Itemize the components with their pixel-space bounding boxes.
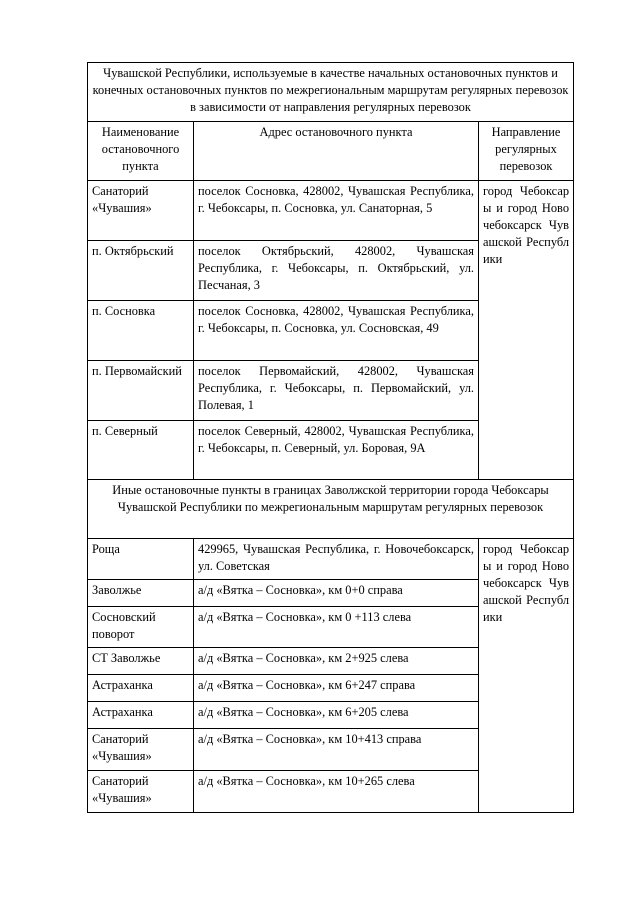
- stop-address: а/д «Вятка – Сосновка», км 0 +113 слева: [194, 607, 479, 648]
- stop-address: поселок Сосновка, 428002, Чувашская Республика, г. Чебоксары, п. Сосновка, ул. Сосновская, 49: [194, 301, 479, 361]
- stop-address: а/д «Вятка – Сосновка», км 6+247 справа: [194, 675, 479, 702]
- section-heading: Чувашской Республики, используемые в качестве начальных остановочных пунктов и конечных остановочных пунктов по межрегиональным маршрутам регулярных перевозок в зависимости от направления регулярных перевозок: [88, 63, 574, 122]
- stop-name: Астраханка: [88, 675, 194, 702]
- stop-name: Сосновский поворот: [88, 607, 194, 648]
- stop-name: п. Сосновка: [88, 301, 194, 361]
- route-direction: город Чебоксары и город Новочебоксарск Чувашской Республики: [479, 181, 574, 480]
- header-row: [88, 122, 574, 181]
- column-header-address: Адрес остановочного пункта: [194, 122, 479, 181]
- stop-name: Роща: [88, 539, 194, 580]
- column-header-direction: Направление регулярных перевозок: [479, 122, 574, 181]
- stop-name: Заволжье: [88, 580, 194, 607]
- stop-address: поселок Сосновка, 428002, Чувашская Республика, г. Чебоксары, п. Сосновка, ул. Санаторная, 5: [194, 181, 479, 241]
- stop-address: поселок Октябрьский, 428002, Чувашская Республика, г. Чебоксары, п. Октябрьский, ул. Песчаная, 3: [194, 241, 479, 301]
- route-direction: город Чебоксары и город Новочебоксарск Чувашской Республики: [479, 539, 574, 813]
- stop-name: СТ Заволжье: [88, 648, 194, 675]
- table-row: [88, 181, 574, 241]
- stop-name: п. Северный: [88, 421, 194, 480]
- stop-address: поселок Первомайский, 428002, Чувашская Республика, г. Чебоксары, п. Первомайский, ул. Полевая, 1: [194, 361, 479, 421]
- stop-address: а/д «Вятка – Сосновка», км 6+205 слева: [194, 702, 479, 729]
- stop-address: а/д «Вятка – Сосновка», км 10+265 слева: [194, 771, 479, 813]
- stop-name: п. Октябрьский: [88, 241, 194, 301]
- stop-name: Санаторий «Чувашия»: [88, 729, 194, 771]
- stop-name: Санаторий «Чувашия»: [88, 181, 194, 241]
- column-header-name: Наименование остановочного пункта: [88, 122, 194, 181]
- stop-address: а/д «Вятка – Сосновка», км 0+0 справа: [194, 580, 479, 607]
- stop-address: поселок Северный, 428002, Чувашская Республика, г. Чебоксары, п. Северный, ул. Боровая, 9А: [194, 421, 479, 480]
- section-heading: Иные остановочные пункты в границах Заволжской территории города Чебоксары Чувашской Республики по межрегиональным маршрутам регулярных перевозок: [88, 480, 574, 539]
- stop-address: а/д «Вятка – Сосновка», км 2+925 слева: [194, 648, 479, 675]
- stops-table: [87, 62, 574, 813]
- stop-name: Санаторий «Чувашия»: [88, 771, 194, 813]
- table-row: [88, 539, 574, 580]
- stop-name: Астраханка: [88, 702, 194, 729]
- stop-address: а/д «Вятка – Сосновка», км 10+413 справа: [194, 729, 479, 771]
- stop-name: п. Первомайский: [88, 361, 194, 421]
- section-heading-row: [88, 63, 574, 122]
- stop-address: 429965, Чувашская Республика, г. Новочебоксарск, ул. Советская: [194, 539, 479, 580]
- section-heading-row: [88, 480, 574, 539]
